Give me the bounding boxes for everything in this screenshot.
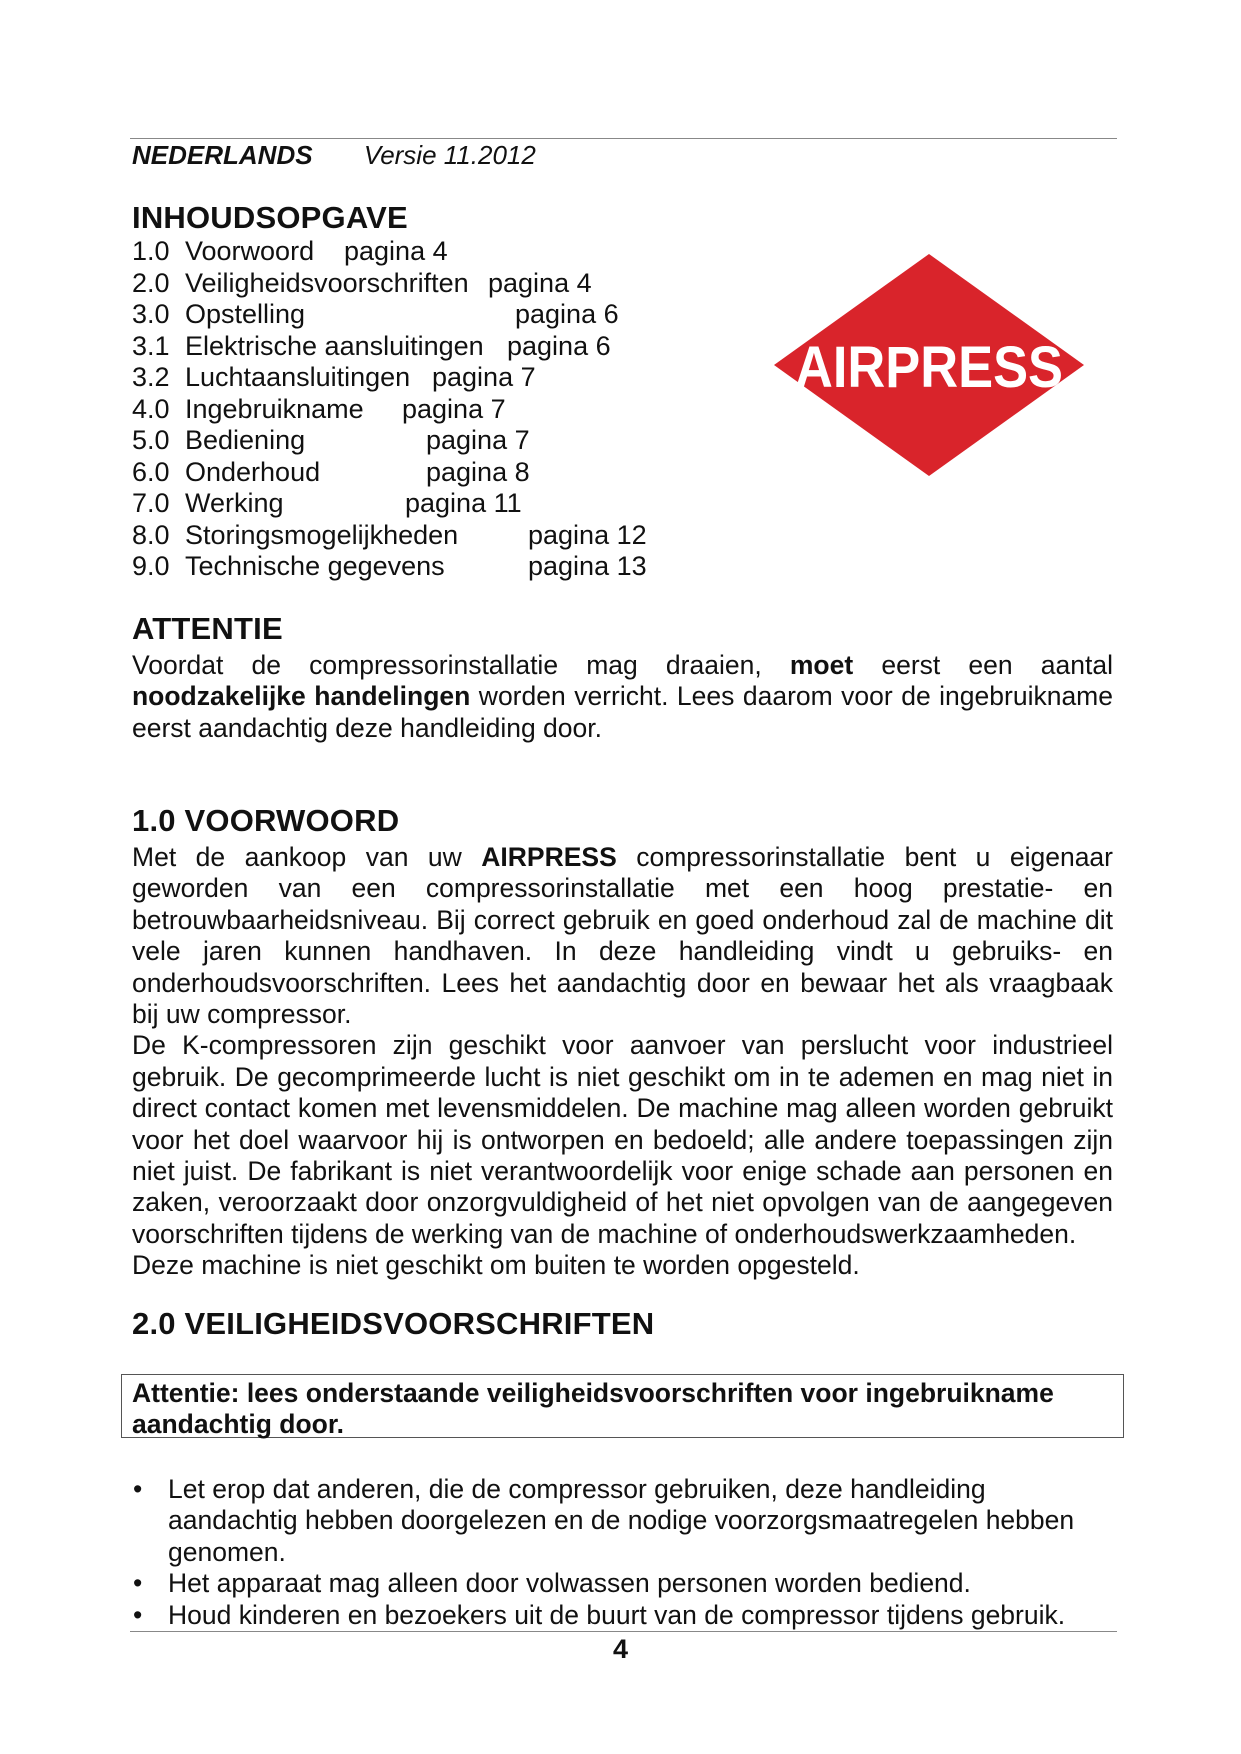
toc-item-title: Technische gegevens (185, 551, 445, 581)
safety-bullet-text: Houd kinderen en bezoekers uit de buurt van de compressor tijdens gebruik. (168, 1599, 1066, 1630)
safety-bullet-item (132, 1600, 1113, 1631)
toc-item-number: 3.1 (132, 330, 170, 361)
bullet-icon: • (133, 1474, 143, 1504)
safety-bullet-item (132, 1474, 1113, 1568)
toc-item-page: pagina 7 (402, 393, 506, 424)
toc-item-title: Voorwoord (185, 236, 315, 266)
toc-item-title: Opstelling (185, 299, 306, 329)
toc-item-number: 5.0 (132, 425, 170, 455)
attention-title: ATTENTIE (132, 611, 283, 646)
attention-text (132, 650, 1113, 744)
bullet-icon: • (133, 1568, 143, 1599)
toc-item-number: 8.0 (132, 519, 170, 550)
toc-item-page: pagina 8 (426, 456, 530, 487)
toc-item-number: 7.0 (132, 488, 170, 518)
attention-text-part: eerst een aantal (853, 650, 1113, 680)
toc-item-number: 2.0 (132, 267, 170, 298)
toc-item-page: pagina 11 (405, 488, 522, 518)
attention-section (132, 611, 1113, 744)
toc-item-title: Werking (185, 488, 284, 518)
airpress-logo (774, 254, 1084, 476)
toc-item-title: Veiligheidsvoorschriften (185, 267, 469, 298)
toc-item-number: 1.0 (132, 236, 170, 266)
header-rule (130, 138, 1117, 139)
page-header (132, 140, 536, 171)
toc-item-title: Ingebruikname (185, 393, 364, 424)
safety-notice-box: Attentie: lees onderstaande veiligheidsvoorschriften voor ingebruikname aandachtig door. (121, 1374, 1124, 1438)
foreword-title: 1.0 VOORWOORD (132, 803, 400, 838)
toc-item-title: Elektrische aansluitingen (185, 330, 484, 361)
foreword-text-part: Met de aankoop van uw (132, 842, 482, 872)
foreword-brand: AIRPRESS (481, 842, 617, 872)
safety-bullet-list (132, 1474, 1113, 1631)
logo-text: AIRPRESS (795, 335, 1063, 400)
toc-item-number: 3.0 (132, 299, 170, 329)
toc-item-number: 3.2 (132, 362, 170, 392)
toc-item-title: Storingsmogelijkheden (185, 519, 459, 550)
attention-bold-must: moet (789, 650, 854, 680)
foreword-paragraph-3: Deze machine is niet geschikt om buiten te worden opgesteld. (132, 1250, 860, 1281)
toc-item-title: Luchtaansluitingen (185, 362, 411, 392)
toc-item-page: pagina 7 (426, 425, 530, 455)
footer-rule (130, 1631, 1117, 1632)
toc-item-title: Onderhoud (185, 456, 321, 487)
toc-item-page: pagina 6 (507, 330, 611, 361)
attention-bold-actions: noodzakelijke handelingen (132, 681, 471, 712)
foreword-paragraph-1 (132, 842, 1113, 1030)
toc-item-page: pagina 6 (515, 299, 619, 329)
attention-text-part: Voordat de compressorinstallatie mag draaien, (132, 650, 790, 680)
safety-title: 2.0 VEILIGHEIDSVOORSCHRIFTEN (132, 1306, 655, 1341)
header-version: Versie 11.2012 (363, 140, 536, 170)
safety-bullet-item (132, 1568, 1113, 1599)
toc-item-page: pagina 7 (432, 362, 536, 392)
toc-item-page: pagina 4 (488, 267, 592, 298)
toc-item-page: pagina 12 (528, 519, 647, 550)
toc-item-page: pagina 4 (344, 236, 448, 266)
toc-title: INHOUDSOPGAVE (132, 200, 408, 235)
toc-item-number: 4.0 (132, 393, 170, 424)
bullet-icon: • (133, 1599, 143, 1630)
toc-item-page: pagina 13 (528, 551, 647, 581)
toc-item-title: Bediening (185, 425, 306, 455)
foreword-section (132, 803, 1113, 1282)
toc-item-number: 9.0 (132, 551, 170, 581)
page-number: 4 (612, 1634, 629, 1664)
foreword-text-part: compressorinstallatie bent u eigenaar geworden van een compressorinstallatie met een hoog prestatie- en betrouwbaarheidsniveau. Bij correct gebruik en goed onderhoud zal de machine dit vele jaren kunnen handhaven. In deze handleiding vindt u gebruiks- en onderhoudsvoorschriften. Lees het aandachtig door en bewaar het als vraagbaak bij uw compressor. (132, 842, 1113, 1030)
foreword-paragraph-2: De K-compressoren zijn geschikt voor aanvoer van perslucht voor industrieel gebruik. De gecomprimeerde lucht is niet geschikt om in te ademen en mag niet in direct contact komen met levensmiddelen. De machine mag alleen worden gebruikt voor het doel waarvoor hij is ontworpen en bedoeld; alle andere toepassingen zijn niet juist. De fabrikant is niet verantwoordelijk voor enige schade aan personen en zaken, veroorzaakt door onzorgvuldigheid of het niet opvolgen van de aangegeven voorschriften tijdens de werking van de machine of onderhoudswerkzaamheden. (132, 1030, 1113, 1249)
header-language: NEDERLANDS (132, 140, 313, 170)
attention-text-part: worden verricht. Lees daarom voor de ingebruikname eerst aandachtig deze handleiding door. (132, 681, 1113, 743)
safety-bullet-text: Het apparaat mag alleen door volwassen personen worden bediend. (168, 1568, 971, 1599)
toc-item-number: 6.0 (132, 456, 170, 487)
safety-bullet-text: Let erop dat anderen, die de compressor gebruiken, deze handleiding aandachtig hebben doorgelezen en de nodige voorzorgsmaatregelen hebben genomen. (168, 1474, 1075, 1567)
